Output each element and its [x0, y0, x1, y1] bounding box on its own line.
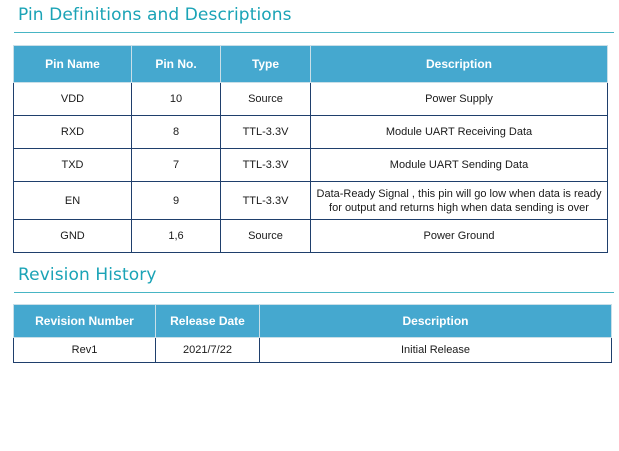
- pin-name-cell: RXD: [14, 116, 132, 149]
- table-row: [14, 83, 608, 116]
- pin-type-cell: Source: [221, 83, 311, 116]
- pin-section-title: Pin Definitions and Descriptions: [18, 5, 292, 25]
- table-row: [14, 116, 608, 149]
- pin-type-cell: TTL-3.3V: [221, 182, 311, 220]
- column-header-description: Description: [260, 305, 612, 338]
- pin-name-cell: VDD: [14, 83, 132, 116]
- revision-history-table: [13, 304, 612, 363]
- table-row: [14, 338, 612, 363]
- pin-no-cell: 9: [132, 182, 221, 220]
- column-header-revision-number: Revision Number: [14, 305, 156, 338]
- column-header-pin-name: Pin Name: [14, 46, 132, 83]
- column-header-pin-no: Pin No.: [132, 46, 221, 83]
- pin-definitions-table: [13, 45, 608, 253]
- table-row: [14, 220, 608, 253]
- revision-section-divider: [14, 292, 614, 293]
- pin-type-cell: TTL-3.3V: [221, 149, 311, 182]
- release-date-cell: 2021/7/22: [156, 338, 260, 363]
- pin-type-cell: TTL-3.3V: [221, 116, 311, 149]
- table-row: [14, 182, 608, 220]
- column-header-release-date: Release Date: [156, 305, 260, 338]
- pin-no-cell: 1,6: [132, 220, 221, 253]
- pin-name-cell: EN: [14, 182, 132, 220]
- pin-description-cell: Module UART Sending Data: [311, 149, 608, 182]
- table-header-row: [14, 46, 608, 83]
- column-header-description: Description: [311, 46, 608, 83]
- pin-no-cell: 7: [132, 149, 221, 182]
- pin-name-cell: TXD: [14, 149, 132, 182]
- pin-description-cell: Power Ground: [311, 220, 608, 253]
- pin-no-cell: 10: [132, 83, 221, 116]
- table-header-row: [14, 305, 612, 338]
- pin-name-cell: GND: [14, 220, 132, 253]
- pin-section-divider: [14, 32, 614, 33]
- pin-description-cell: Module UART Receiving Data: [311, 116, 608, 149]
- revision-section-title: Revision History: [18, 265, 157, 285]
- revision-description-cell: Initial Release: [260, 338, 612, 363]
- revision-number-cell: Rev1: [14, 338, 156, 363]
- table-row: [14, 149, 608, 182]
- pin-description-cell: Data-Ready Signal , this pin will go low when data is ready for output and returns high when data sending is over: [311, 182, 608, 220]
- column-header-type: Type: [221, 46, 311, 83]
- pin-no-cell: 8: [132, 116, 221, 149]
- pin-description-cell: Power Supply: [311, 83, 608, 116]
- pin-type-cell: Source: [221, 220, 311, 253]
